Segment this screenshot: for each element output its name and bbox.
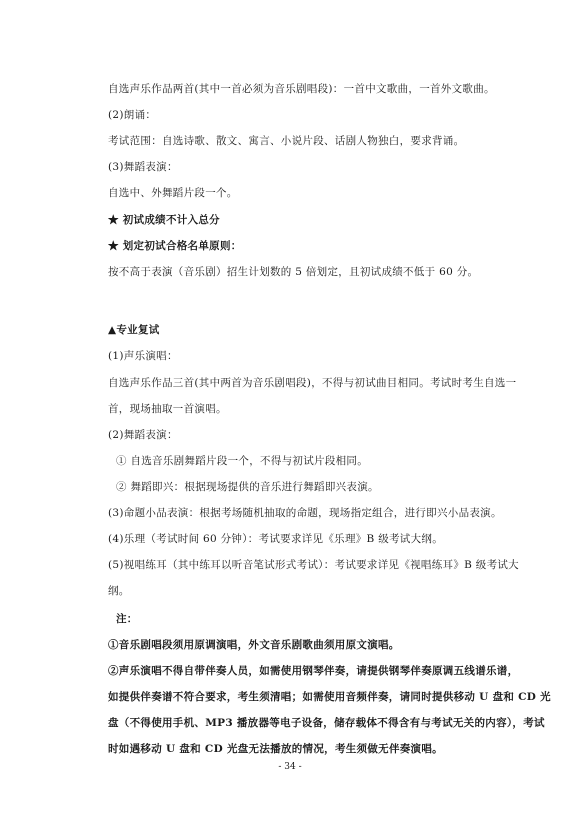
text-line: 自选中、外舞蹈片段一个。	[108, 187, 238, 199]
note-line: ②声乐演唱不得自带伴奏人员，如需使用钢琴伴奏，请提供钢琴伴奏原调五线谱乐谱，	[108, 665, 519, 677]
note-title: 注：	[116, 613, 138, 625]
text-line: (5)视唱练耳（其中练耳以听音笔试形式考试）：考试要求详见《视唱练耳》B 级考试大	[108, 559, 519, 571]
note-line: 盘（不得使用手机、MP3 播放器等电子设备，储存载体不得含有与考试无关的内容），考试	[108, 717, 545, 729]
text-line: 首，现场抽取一首演唱。	[108, 403, 227, 415]
text-line: (4)乐理（考试时间 60 分钟）：考试要求详见《乐理》B 级考试大纲。	[108, 533, 444, 545]
text-line: (1)声乐演唱：	[108, 350, 178, 362]
bold-heading: ★ 初试成绩不计入总分	[108, 214, 220, 226]
note-line: 如提供伴奏谱不符合要求，考生须清唱；如需使用音频伴奏，请同时提供移动 U 盘和 CD 光	[108, 691, 551, 703]
text-line: 自选声乐作品三首(其中两首为音乐剧唱段)，不得与初试曲目相同。考试时考生自选一	[108, 377, 517, 389]
text-line: (2)朗诵：	[108, 109, 157, 121]
text-line: 考试范围：自选诗歌、散文、寓言、小说片段、话剧人物独白，要求背诵。	[108, 135, 465, 147]
text-line: 纲。	[108, 585, 130, 597]
text-line: (2)舞蹈表演：	[108, 429, 178, 441]
bold-heading: ★ 划定初试合格名单原则：	[108, 240, 242, 252]
text-line: (3)舞蹈表演：	[108, 161, 178, 173]
text-line: 自选声乐作品两首(其中一首必须为音乐剧唱段)：一首中文歌曲，一首外文歌曲。	[108, 83, 495, 95]
text-line: ① 自选音乐剧舞蹈片段一个，不得与初试片段相同。	[116, 455, 369, 467]
page-number: - 34 -	[278, 762, 302, 772]
text-line: 按不高于表演（音乐剧）招生计划数的 5 倍划定，且初试成绩不低于 60 分。	[108, 266, 479, 278]
note-line: 时如遇移动 U 盘和 CD 光盘无法播放的情况，考生须做无伴奏演唱。	[108, 743, 443, 755]
section-title: ▲专业复试	[108, 324, 160, 336]
text-line: ② 舞蹈即兴：根据现场提供的音乐进行舞蹈即兴表演。	[116, 481, 379, 493]
text-line: (3)命题小品表演：根据考场随机抽取的命题，现场指定组合，进行即兴小品表演。	[108, 507, 502, 519]
note-line: ①音乐剧唱段须用原调演唱，外文音乐剧歌曲须用原文演唱。	[108, 639, 400, 651]
